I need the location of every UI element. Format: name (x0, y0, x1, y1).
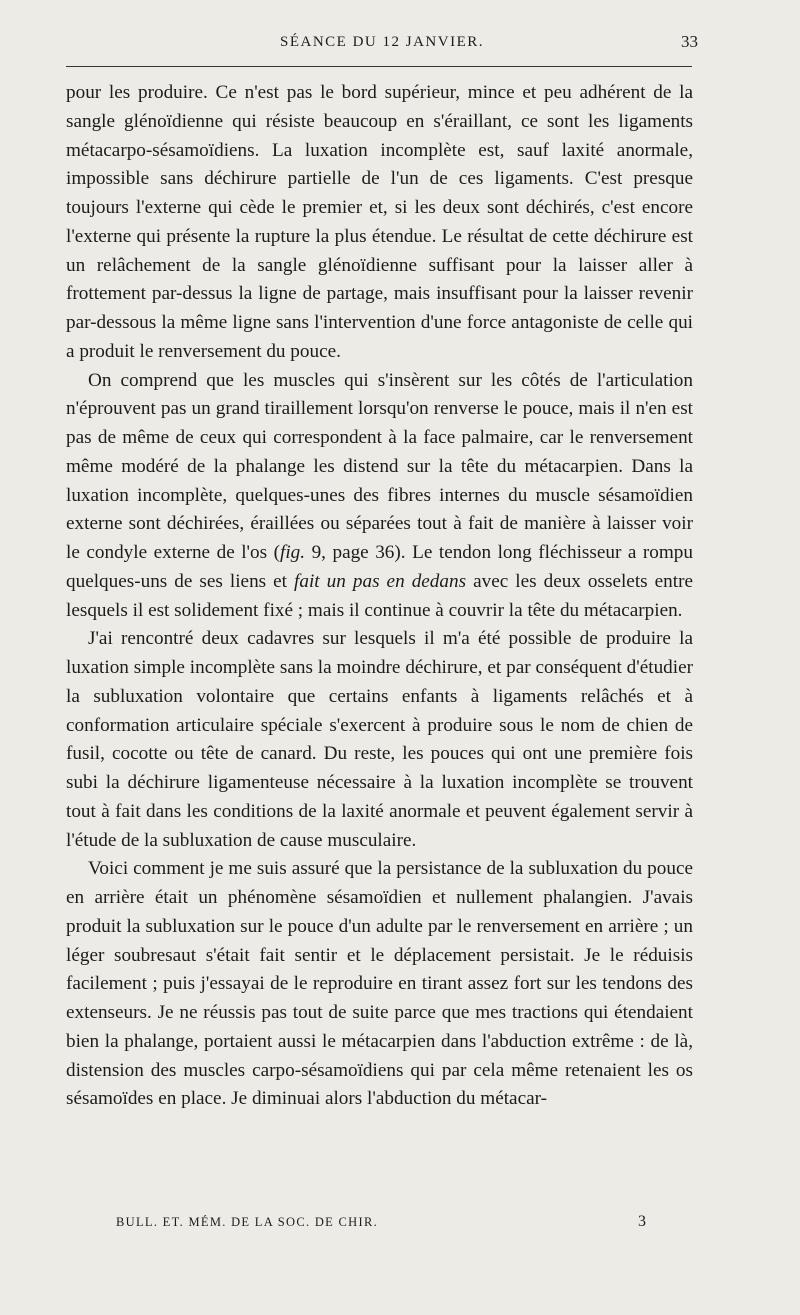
figure-reference: fig. (279, 542, 306, 563)
paragraph-2 (66, 367, 693, 626)
body-text (66, 79, 693, 1114)
paragraph-1: pour les produire. Ce n'est pas le bord supérieur, mince et peu adhérent de la sangle glénoïdienne qui résiste beaucoup en s'éraillant, ce sont les ligaments métacarpo-sésamoïdiens. La luxation incomplète est, sauf laxité anormale, impossible sans déchirure partielle de l'un de ces ligaments. C'est presque toujours l'externe qui cède le premier et, si les deux sont déchirés, c'est encore l'externe qui présente la rupture la plus étendue. Le résultat de cette déchirure est un relâchement de la sangle glénoïdienne suffisant pour la laisser aller à frottement par-dessus la ligne de partage, mais insuffisant pour la laisser revenir par-dessous la même ligne sans l'intervention d'une force antagoniste de celle qui a produit le renversement du pouce. (66, 82, 693, 362)
page-footer (116, 1215, 656, 1237)
page-number: 33 (681, 32, 698, 51)
footer-text: BULL. ET. MÉM. DE LA SOC. DE CHIR. (116, 1215, 379, 1229)
paragraph-2-part-c: avec les deux osselets entre lesquels il est solidement fixé ; mais il continue à couvrir la tête du métacarpien. (66, 570, 693, 621)
running-title: SÉANCE DU 12 JANVIER. (280, 34, 484, 50)
page-header (66, 28, 698, 58)
paragraph-3: J'ai rencontré deux cadavres sur lesquels il m'a été possible de produire la luxation simple incomplète sans la moindre déchirure, et par conséquent d'étudier la subluxation volontaire que certains enfants à ligaments relâchés et à conformation articulaire spéciale s'exercent à produire sous le nom de chien de fusil, cocotte ou tête de canard. Du reste, les pouces qui ont une première fois subi la déchirure ligamenteuse nécessaire à la luxation incomplète se trouvent tout à fait dans les conditions de la laxité anormale et peuvent également servir à l'étude de la subluxation de cause musculaire. (66, 628, 693, 851)
paragraph-2-part-b: 9, page 36). Le tendon long fléchisseur a rompu quelques-uns de ses liens et (66, 542, 693, 592)
header-rule (66, 66, 692, 67)
italic-phrase: fait un pas en dedans (294, 570, 467, 592)
signature-mark: 3 (638, 1213, 646, 1230)
paragraph-2-part-a: On comprend que les muscles qui s'insèrent sur les côtés de l'articulation n'éprouvent pas un grand tiraillement lorsqu'on renverse le pouce, mais il n'en est pas de même de ceux qui correspondent à la face palmaire, car le renversement même modéré de la phalange les distend sur la tête du métacarpien. Dans la luxation incomplète, quelques-unes des fibres internes du muscle sésamoïdien externe sont déchirées, éraillées ou séparées tout à fait de manière à laisser voir le condyle externe de l'os ( (66, 369, 693, 563)
paragraph-4: Voici comment je me suis assuré que la persistance de la subluxation du pouce en arrière était un phénomène sésamoïdien et nullement phalangien. J'avais produit la subluxation sur le pouce d'un adulte par le renversement en arrière ; un léger soubresaut s'était fait sentir et le déplacement persistait. Je le réduisis facilement ; puis j'essayai de le reproduire en tirant assez fort sur les tendons des extenseurs. Je ne réussis pas tout de suite parce que mes tractions qui étendaient bien la phalange, portaient aussi le métacarpien dans l'abduction extrême : de là, distension des muscles carpo-sésamoïdiens qui par cela même retenaient les os sésamoïdes en place. Je diminuai alors l'abduction du métacar- (66, 858, 693, 1110)
